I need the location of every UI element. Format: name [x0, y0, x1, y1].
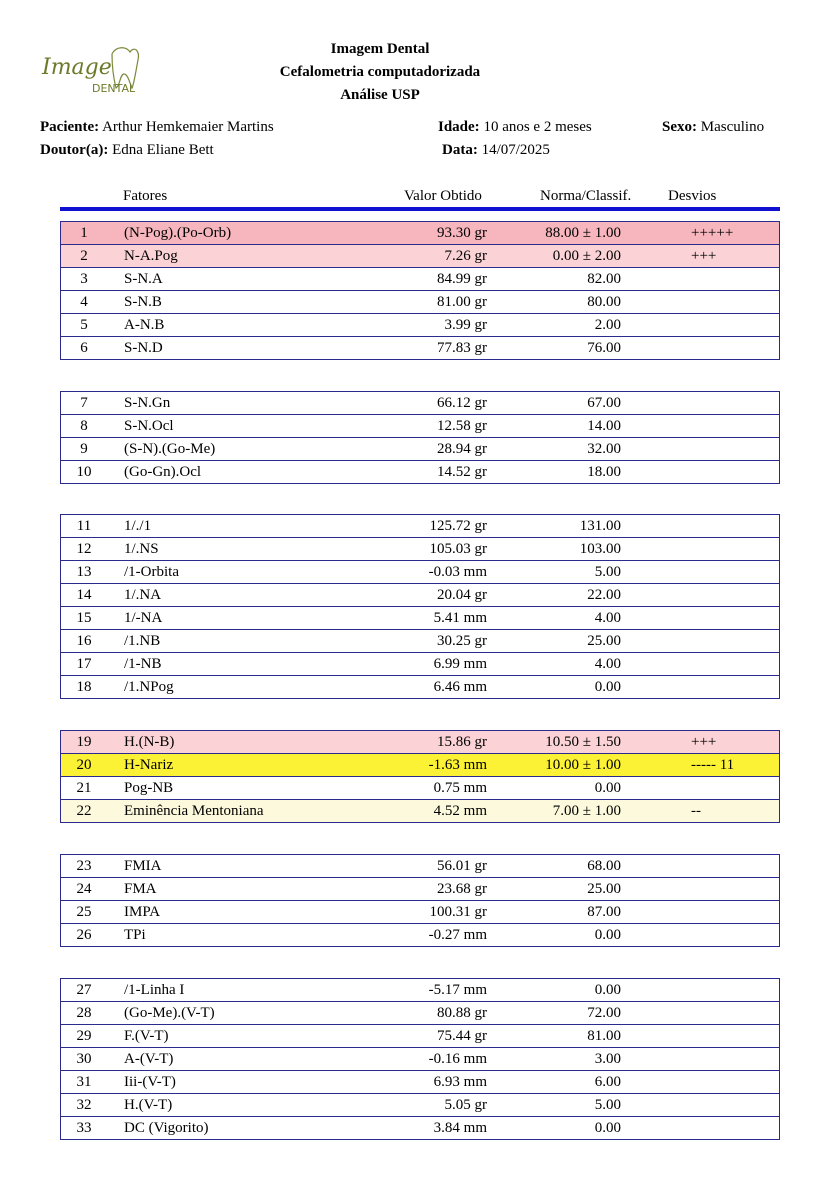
table-row: [61, 1024, 779, 1047]
date-label: Data:: [442, 142, 478, 158]
row-number: 6: [80, 340, 88, 356]
table-row: [61, 606, 779, 629]
obtained-value: 6.99 mm: [433, 656, 487, 672]
factor-name: TPi: [124, 927, 146, 943]
factor-group-1: [60, 221, 780, 360]
table-row: [61, 414, 779, 437]
factor-name: N-A.Pog: [124, 248, 178, 264]
table-row: [61, 923, 779, 946]
factor-name: S-N.Ocl: [124, 418, 174, 434]
obtained-value: 5.05 gr: [444, 1097, 487, 1113]
norm-value: 5.00: [594, 564, 621, 580]
factor-name: FMIA: [124, 858, 162, 874]
factor-group-3: [60, 514, 780, 699]
table-row: [61, 290, 779, 313]
column-header-value: Valor Obtido: [404, 188, 482, 204]
factor-name: /1-Orbita: [124, 564, 179, 580]
obtained-value: 15.86 gr: [437, 734, 487, 750]
header-rule: [60, 207, 780, 211]
row-number: 21: [76, 780, 92, 796]
deviation-value: +++: [691, 248, 717, 264]
factor-name: 1/-NA: [124, 610, 163, 626]
norm-value: 32.00: [587, 441, 621, 457]
row-number: 32: [76, 1097, 92, 1113]
factor-name: (Go-Me).(V-T): [124, 1005, 215, 1021]
patient-name: Arthur Hemkemaier Martins: [102, 119, 274, 135]
obtained-value: 5.41 mm: [433, 610, 487, 626]
deviation-value: ----- 11: [691, 757, 735, 773]
obtained-value: 80.88 gr: [437, 1005, 487, 1021]
obtained-value: 3.84 mm: [433, 1120, 487, 1136]
norm-value: 103.00: [579, 541, 621, 557]
norm-value: 10.50 ± 1.50: [545, 734, 621, 750]
norm-value: 6.00: [594, 1074, 621, 1090]
obtained-value: -5.17 mm: [428, 982, 487, 998]
obtained-value: 56.01 gr: [437, 858, 487, 874]
norm-value: 76.00: [587, 340, 621, 356]
row-number: 25: [76, 904, 92, 920]
norm-value: 5.00: [594, 1097, 621, 1113]
row-number: 13: [76, 564, 92, 580]
factor-name: (N-Pog).(Po-Orb): [124, 225, 232, 241]
norm-value: 0.00: [594, 982, 621, 998]
norm-value: 82.00: [587, 271, 621, 287]
deviation-value: +++: [691, 734, 717, 750]
norm-value: 2.00: [594, 317, 621, 333]
sex-label: Sexo:: [662, 119, 697, 135]
norm-value: 4.00: [594, 610, 621, 626]
obtained-value: -1.63 mm: [428, 757, 487, 773]
column-header-factors: Fatores: [123, 188, 168, 204]
age-field: [438, 119, 592, 136]
table-row: [61, 675, 779, 698]
deviation-value: +++++: [691, 225, 734, 241]
table-row: [61, 1093, 779, 1116]
svg-text:DENTAL: DENTAL: [92, 82, 136, 95]
obtained-value: 93.30 gr: [437, 225, 487, 241]
obtained-value: 4.52 mm: [433, 803, 487, 819]
patient-field: [40, 119, 274, 136]
row-number: 18: [76, 679, 92, 695]
factor-name: FMA: [124, 881, 157, 897]
factor-name: (Go-Gn).Ocl: [124, 464, 202, 480]
patient-label: Paciente:: [40, 119, 100, 135]
table-row: [61, 1070, 779, 1093]
row-number: 23: [76, 858, 92, 874]
doctor-name: Edna Eliane Bett: [112, 142, 214, 158]
factor-group-2: [60, 391, 780, 484]
row-number: 29: [76, 1028, 92, 1044]
norm-value: 18.00: [587, 464, 621, 480]
obtained-value: 3.99 gr: [444, 317, 487, 333]
clinic-name: Imagem Dental: [330, 41, 430, 57]
factor-name: /1-Linha I: [124, 982, 185, 998]
factor-name: Pog-NB: [124, 780, 174, 796]
factor-name: /1-NB: [124, 656, 162, 672]
table-row: [61, 267, 779, 290]
obtained-value: 6.46 mm: [433, 679, 487, 695]
factor-name: H.(V-T): [124, 1097, 173, 1113]
row-number: 11: [76, 518, 92, 534]
norm-value: 10.00 ± 1.00: [545, 757, 621, 773]
norm-value: 131.00: [579, 518, 621, 534]
obtained-value: 28.94 gr: [437, 441, 487, 457]
table-row: [61, 877, 779, 900]
table-row: [61, 560, 779, 583]
norm-value: 0.00: [594, 679, 621, 695]
obtained-value: 14.52 gr: [437, 464, 487, 480]
row-number: 26: [76, 927, 92, 943]
norm-value: 88.00 ± 1.00: [545, 225, 621, 241]
analysis-name: Análise USP: [340, 87, 420, 103]
factor-name: (S-N).(Go-Me): [124, 441, 216, 457]
norm-value: 3.00: [594, 1051, 621, 1067]
obtained-value: 20.04 gr: [437, 587, 487, 603]
row-number: 28: [76, 1005, 92, 1021]
factor-name: F.(V-T): [124, 1028, 169, 1044]
table-row: [61, 460, 779, 483]
row-number: 4: [80, 294, 88, 310]
table-row: [61, 652, 779, 675]
table-row: [61, 799, 779, 822]
norm-value: 72.00: [587, 1005, 621, 1021]
row-number: 12: [76, 541, 92, 557]
norm-value: 87.00: [587, 904, 621, 920]
table-row: [61, 731, 779, 753]
factor-name: S-N.Gn: [124, 395, 171, 411]
norm-value: 14.00: [587, 418, 621, 434]
age-label: Idade:: [438, 119, 480, 135]
row-number: 15: [76, 610, 92, 626]
obtained-value: 23.68 gr: [437, 881, 487, 897]
table-row: [61, 1116, 779, 1139]
date-value: 14/07/2025: [481, 142, 550, 158]
norm-value: 0.00 ± 2.00: [552, 248, 621, 264]
row-number: 8: [80, 418, 88, 434]
norm-value: 25.00: [587, 633, 621, 649]
table-row: [61, 979, 779, 1001]
norm-value: 25.00: [587, 881, 621, 897]
factor-name: DC (Vigorito): [124, 1120, 209, 1136]
norm-value: 4.00: [594, 656, 621, 672]
doctor-label: Doutor(a):: [40, 142, 109, 158]
table-row: [61, 629, 779, 652]
row-number: 2: [80, 248, 88, 264]
table-row: [61, 244, 779, 267]
norm-value: 68.00: [587, 858, 621, 874]
row-number: 27: [76, 982, 92, 998]
factor-name: 1/.NS: [124, 541, 159, 557]
norm-value: 7.00 ± 1.00: [552, 803, 621, 819]
factor-name: A-N.B: [124, 317, 165, 333]
table-row: [61, 437, 779, 460]
row-number: 30: [76, 1051, 92, 1067]
factor-name: Eminência Mentoniana: [124, 803, 264, 819]
row-number: 22: [76, 803, 92, 819]
obtained-value: 7.26 gr: [444, 248, 487, 264]
factor-group-4: [60, 730, 780, 823]
norm-value: 80.00: [587, 294, 621, 310]
row-number: 7: [80, 395, 88, 411]
table-row: [61, 1047, 779, 1070]
factor-name: S-N.A: [124, 271, 163, 287]
factor-name: S-N.D: [124, 340, 163, 356]
table-row: [61, 313, 779, 336]
norm-value: 0.00: [594, 780, 621, 796]
obtained-value: 100.31 gr: [429, 904, 487, 920]
obtained-value: -0.16 mm: [428, 1051, 487, 1067]
factor-name: S-N.B: [124, 294, 162, 310]
obtained-value: 84.99 gr: [437, 271, 487, 287]
table-row: [61, 776, 779, 799]
factor-name: H.(N-B): [124, 734, 175, 750]
obtained-value: 12.58 gr: [437, 418, 487, 434]
table-row: [61, 1001, 779, 1024]
row-number: 1: [80, 225, 88, 241]
factor-name: H-Nariz: [124, 757, 174, 773]
factor-name: 1/.NA: [124, 587, 162, 603]
obtained-value: 66.12 gr: [437, 395, 487, 411]
norm-value: 67.00: [587, 395, 621, 411]
norm-value: 22.00: [587, 587, 621, 603]
table-row: [61, 855, 779, 877]
row-number: 31: [76, 1074, 92, 1090]
row-number: 5: [80, 317, 88, 333]
table-row: [61, 753, 779, 776]
row-number: 33: [76, 1120, 92, 1136]
table-row: [61, 392, 779, 414]
factor-name: A-(V-T): [124, 1051, 174, 1067]
norm-value: 0.00: [594, 1120, 621, 1136]
obtained-value: 6.93 mm: [433, 1074, 487, 1090]
row-number: 16: [76, 633, 92, 649]
sex-field: [662, 119, 764, 136]
factor-name: /1.NB: [124, 633, 161, 649]
table-row: [61, 583, 779, 606]
obtained-value: 75.44 gr: [437, 1028, 487, 1044]
date-field: [442, 142, 550, 159]
obtained-value: -0.03 mm: [428, 564, 487, 580]
clinic-logo: [40, 44, 150, 102]
age-value: 10 anos e 2 meses: [483, 119, 592, 135]
norm-value: 0.00: [594, 927, 621, 943]
row-number: 9: [80, 441, 88, 457]
obtained-value: 125.72 gr: [429, 518, 487, 534]
table-row: [61, 515, 779, 537]
sex-value: Masculino: [700, 119, 765, 135]
obtained-value: -0.27 mm: [428, 927, 487, 943]
logo-text: Image: [42, 55, 112, 80]
table-row: [61, 336, 779, 359]
factor-name: 1/./1: [124, 518, 152, 534]
obtained-value: 77.83 gr: [437, 340, 487, 356]
table-row: [61, 900, 779, 923]
row-number: 3: [80, 271, 88, 287]
factor-group-6: [60, 978, 780, 1140]
column-header-norm: Norma/Classif.: [540, 188, 632, 204]
column-header-deviation: Desvios: [668, 188, 717, 204]
row-number: 19: [76, 734, 92, 750]
deviation-value: --: [691, 803, 701, 819]
row-number: 24: [76, 881, 92, 897]
obtained-value: 105.03 gr: [429, 541, 487, 557]
norm-value: 81.00: [587, 1028, 621, 1044]
row-number: 17: [76, 656, 92, 672]
table-row: [61, 537, 779, 560]
obtained-value: 0.75 mm: [433, 780, 487, 796]
row-number: 10: [76, 464, 92, 480]
table-row: [61, 222, 779, 244]
obtained-value: 30.25 gr: [437, 633, 487, 649]
row-number: 14: [76, 587, 92, 603]
factor-group-5: [60, 854, 780, 947]
factor-name: IMPA: [124, 904, 161, 920]
report-subtitle: Cefalometria computadorizada: [279, 64, 481, 80]
row-number: 20: [76, 757, 92, 773]
obtained-value: 81.00 gr: [437, 294, 487, 310]
factor-name: Iii-(V-T): [124, 1074, 176, 1090]
doctor-field: [40, 142, 214, 159]
factor-name: /1.NPog: [124, 679, 174, 695]
